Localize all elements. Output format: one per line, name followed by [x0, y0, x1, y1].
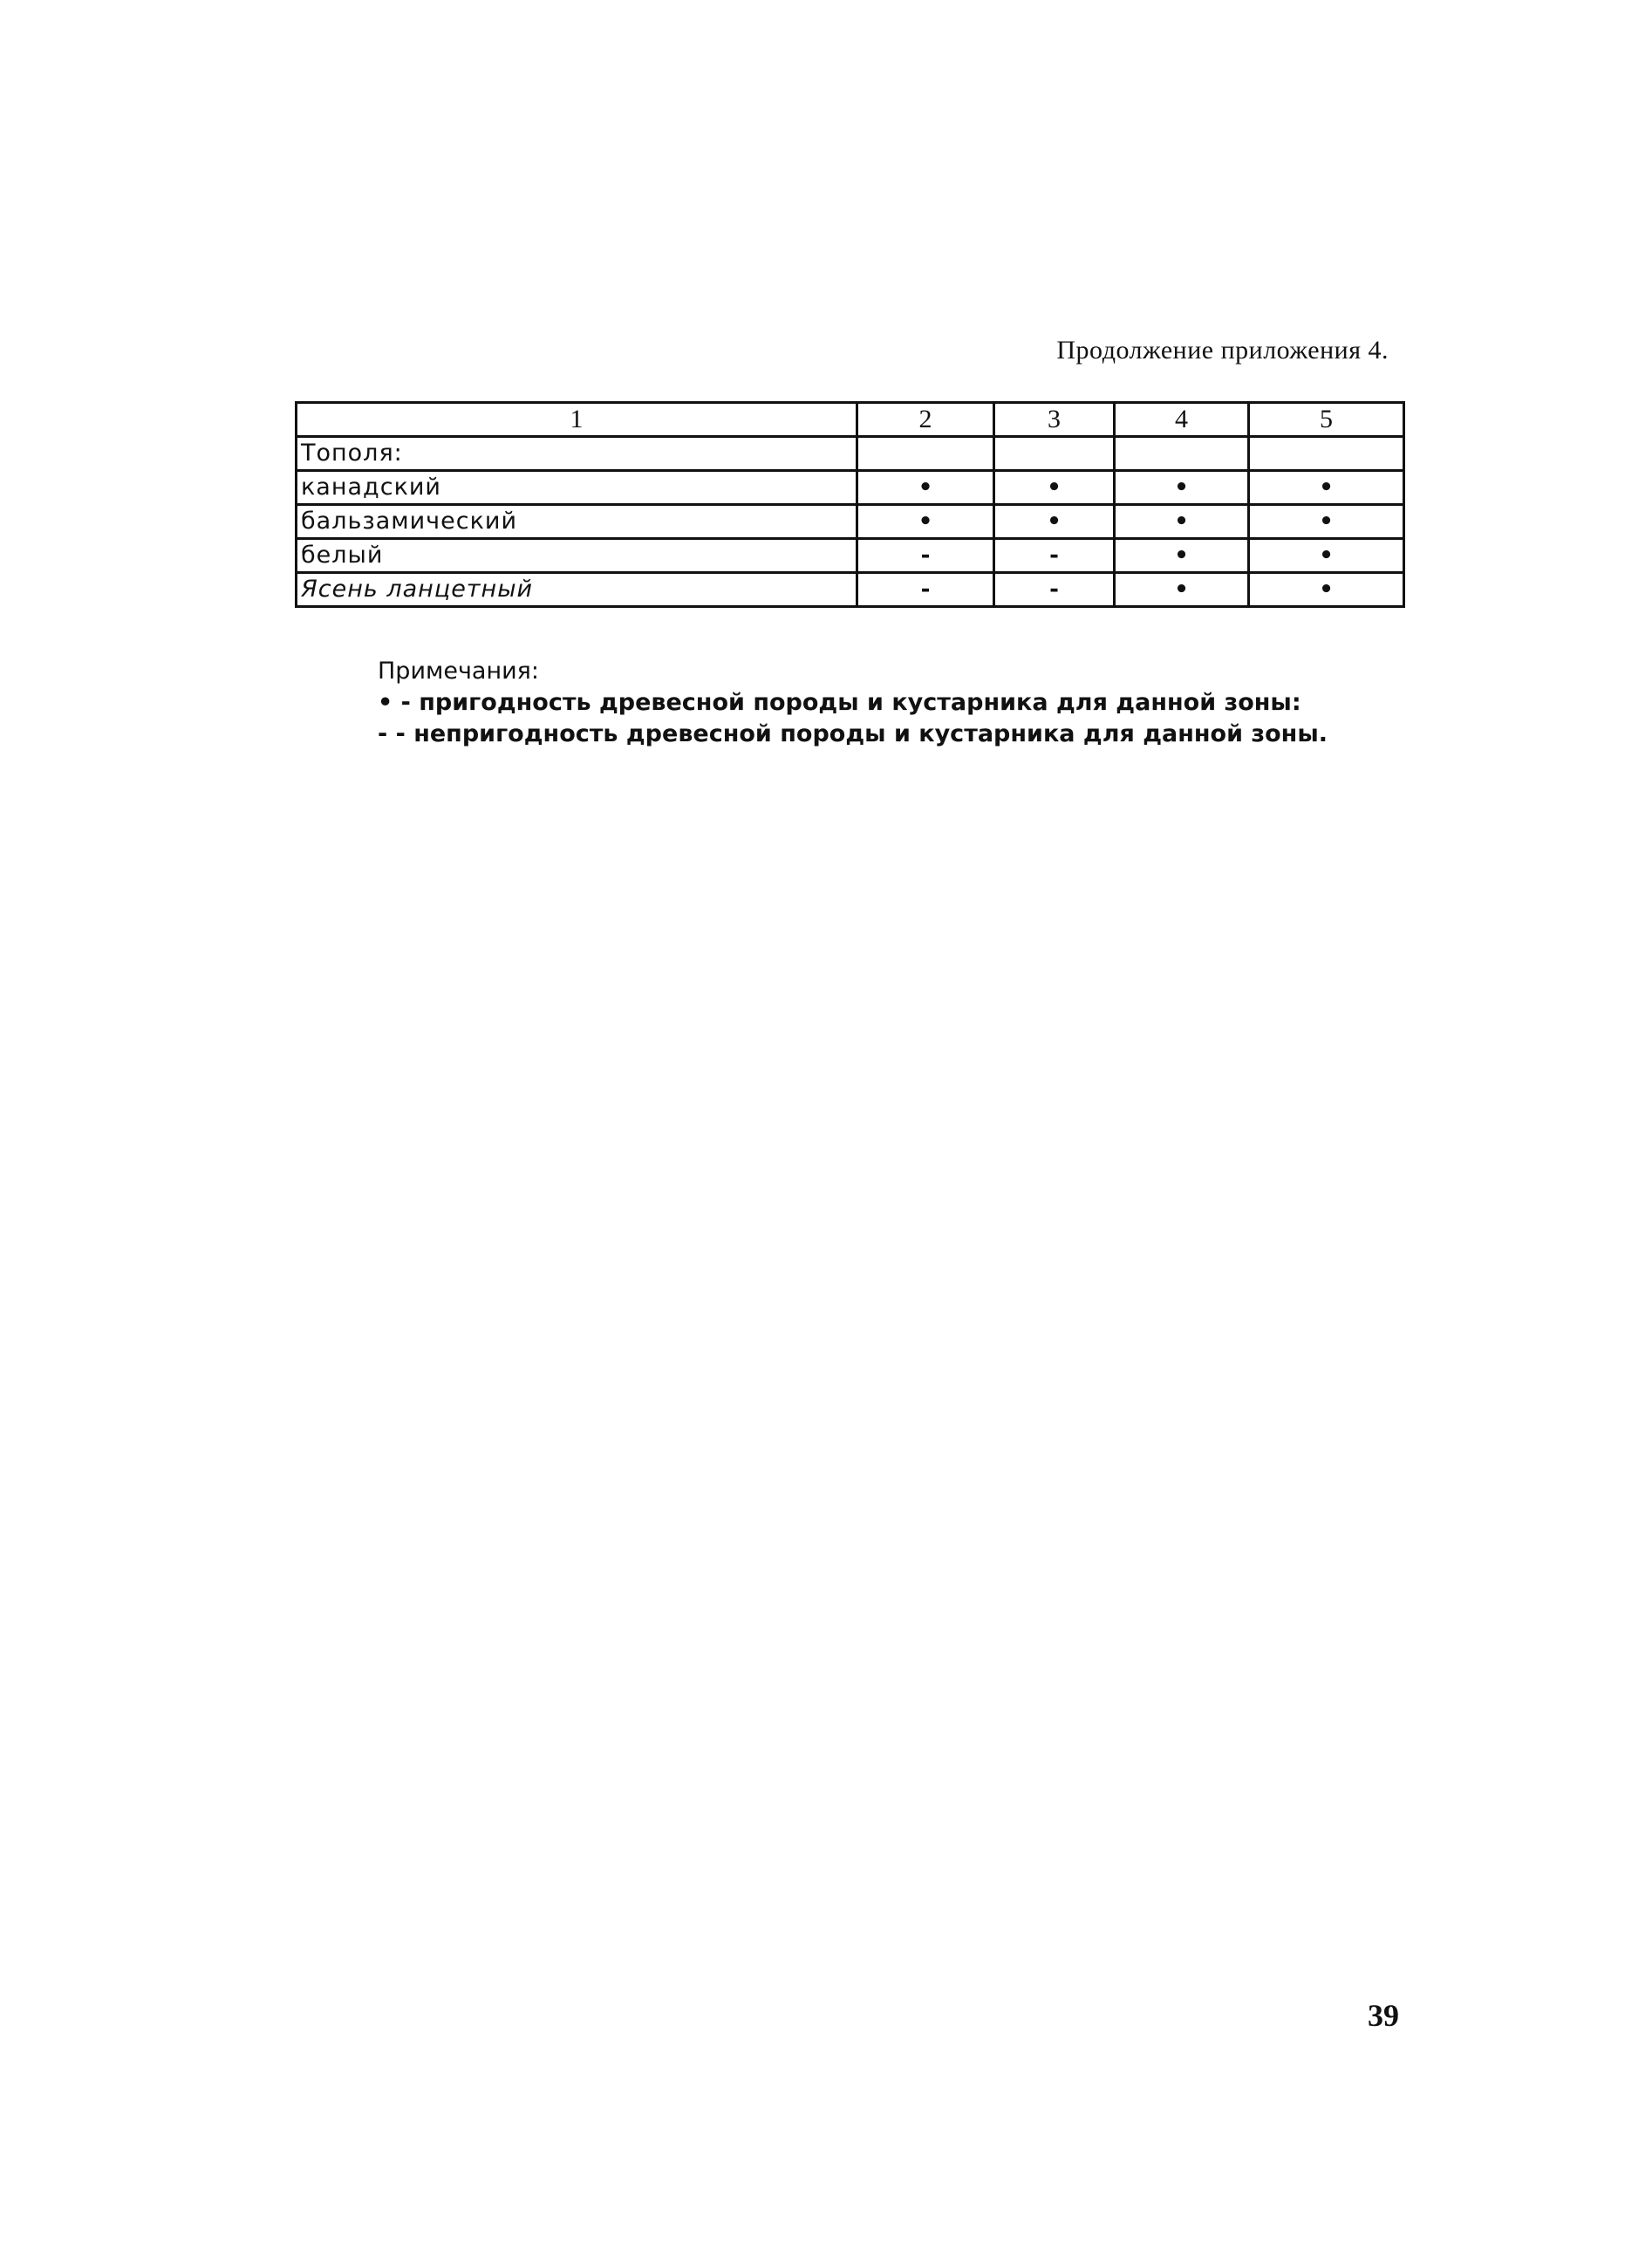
column-header-1: 1 — [297, 403, 857, 437]
row-name: канадский — [297, 471, 857, 505]
zone-mark: • — [1249, 539, 1404, 573]
column-header-5: 5 — [1249, 403, 1404, 437]
note-unsuitable: - - непригодность древесной породы и кустарника для данной зоны. — [378, 720, 1328, 747]
table-row — [297, 471, 1404, 505]
zone-mark: - — [857, 573, 994, 607]
row-name: Ясень ланцетный — [297, 573, 857, 607]
zone-mark: • — [1249, 573, 1404, 607]
zone-mark: • — [1115, 505, 1249, 539]
zone-mark — [857, 437, 994, 471]
table-header-row — [297, 403, 1404, 437]
zone-mark: • — [857, 505, 994, 539]
column-header-2: 2 — [857, 403, 994, 437]
column-header-4: 4 — [1115, 403, 1249, 437]
row-name: белый — [297, 539, 857, 573]
zone-mark: - — [994, 539, 1115, 573]
page-number: 39 — [1368, 1998, 1399, 2033]
zone-mark: • — [994, 505, 1115, 539]
column-header-3: 3 — [994, 403, 1115, 437]
zone-mark: • — [994, 471, 1115, 505]
zone-mark: • — [1115, 471, 1249, 505]
zone-mark: - — [857, 539, 994, 573]
zone-mark: • — [1249, 505, 1404, 539]
zone-mark — [994, 437, 1115, 471]
table-row — [297, 573, 1404, 607]
zone-mark: • — [1249, 471, 1404, 505]
row-name: бальзамический — [297, 505, 857, 539]
table-row — [297, 539, 1404, 573]
table-row — [297, 505, 1404, 539]
notes-block — [378, 656, 1328, 750]
note-suitable: • - пригодность древесной породы и кустарника для данной зоны: — [378, 689, 1301, 716]
zone-mark: • — [857, 471, 994, 505]
section-heading: Продолжение приложения 4. — [1056, 336, 1389, 365]
notes-title: Примечания: — [378, 658, 540, 685]
row-name: Тополя: — [297, 437, 857, 471]
species-suitability-table — [295, 401, 1403, 608]
zone-mark — [1115, 437, 1249, 471]
table-row — [297, 437, 1404, 471]
zone-mark: • — [1115, 573, 1249, 607]
data-table — [295, 401, 1405, 608]
zone-mark: • — [1115, 539, 1249, 573]
zone-mark — [1249, 437, 1404, 471]
zone-mark: - — [994, 573, 1115, 607]
